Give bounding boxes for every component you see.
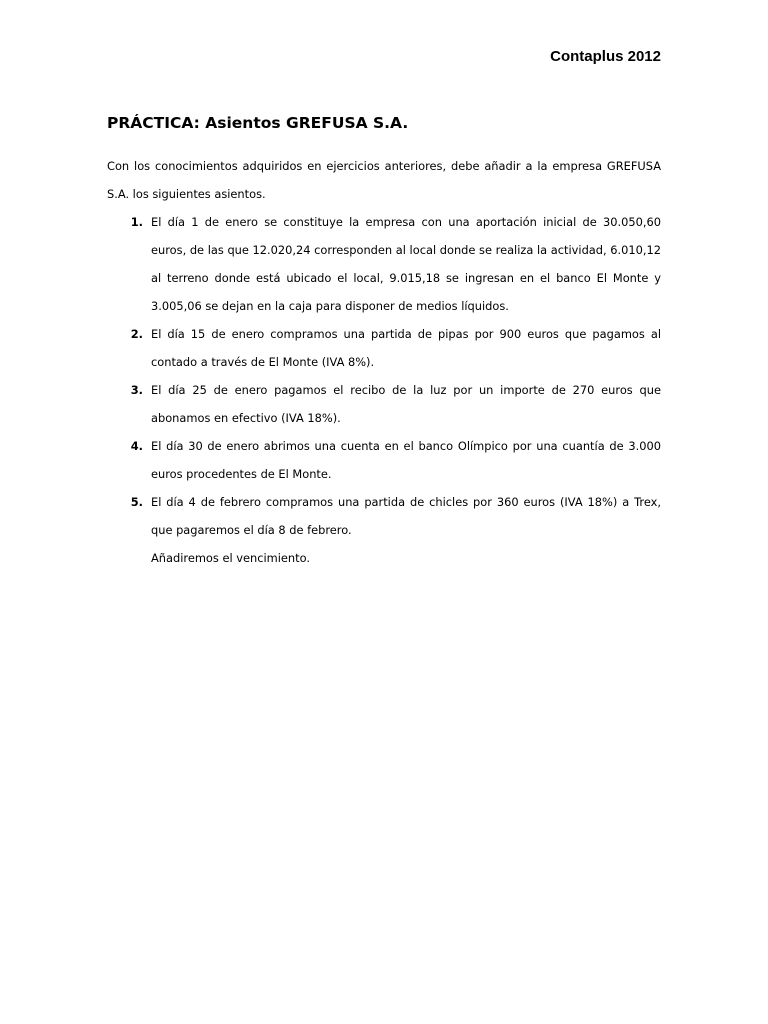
task-number: 5. [130, 495, 143, 509]
task-number: 1. [130, 215, 143, 229]
list-item [107, 208, 661, 320]
task-text: El día 15 de enero compramos una partida de pipas por 900 euros que pagamos al contado a través de El Monte (IVA 8%). [151, 327, 661, 369]
intro-paragraph: Con los conocimientos adquiridos en ejercicios anteriores, debe añadir a la empresa GREFUSA S.A. los siguientes asientos. [107, 159, 661, 201]
task-note: Añadiremos el vencimiento. [151, 551, 310, 565]
practice-heading: PRÁCTICA: Asientos GREFUSA S.A. [107, 114, 409, 132]
task-text: El día 1 de enero se constituye la empresa con una aportación inicial de 30.050,60 euros, de las que 12.020,24 corresponden al local donde se realiza la actividad, 6.010,12 al terreno donde está ubicado el local, 9.015,18 se ingresan en el banco El Monte y 3.005,06 se dejan en la caja para disponer de medios líquidos. [151, 215, 661, 313]
task-text: El día 4 de febrero compramos una partida de chicles por 360 euros (IVA 18%) a Trex, que pagaremos el día 8 de febrero. [151, 495, 661, 537]
list-item [107, 320, 661, 376]
list-item [107, 432, 661, 488]
list-item [107, 488, 661, 544]
task-text: El día 25 de enero pagamos el recibo de la luz por un importe de 270 euros que abonamos en efectivo (IVA 18%). [151, 383, 661, 425]
document-body [107, 152, 661, 572]
task-text: El día 30 de enero abrimos una cuenta en el banco Olímpico por una cuantía de 3.000 euros procedentes de El Monte. [151, 439, 661, 481]
task-number: 4. [130, 439, 143, 453]
task-number: 3. [130, 383, 143, 397]
header-title: Contaplus 2012 [550, 48, 661, 65]
task-list [107, 208, 661, 544]
task-number: 2. [130, 327, 143, 341]
list-item [107, 376, 661, 432]
